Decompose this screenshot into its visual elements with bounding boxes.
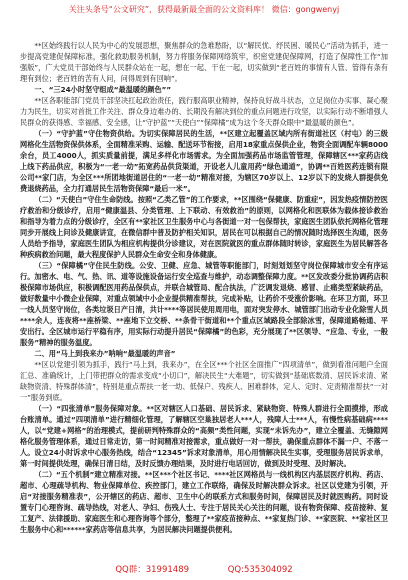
- subsection-paragraph: （二）“五个机制”建立精准对接。**区***个社区书记、****社区网格员与一线机构区内基层医疗机构、药店、超市、心理疏导机构、物业保障单位、疾控部门，建立工作联络，确保及时解决群众诉求。社区以党建为引领，开启“对接服务精准表”，公开辖区的药店、超市、卫生中心的联系方式和服务时间，保障居民及时就医购药。同时设置专门心理咨询、疏导热线，对老人、孕妇、伤残人士、专注于居民关心关注的问题，设有物资保障、疫苗接种、复工复产、法律援助、家庭医生和心理咨询等个部分，整理了**家疫苗接种点、**家复热门诊、**家医院、**家社区卫生服务中心和******家药店等信息共享，为居民解决问题提供便利。: [20, 470, 388, 534]
- section-heading: 二、用“马上到我来办”呐响“最温暖的声音”: [34, 349, 176, 358]
- body-paragraph: **区各职能部门党员干部坚决扛起政治责任，践行服高职业精神，保持良好战斗状态，立足岗位办实事、凝心聚力为民生，切实对首批工作关注、群众身边难办的、长期没有解决到位的重点问题进行攻坚，以实际行动不断增强人民群众的获得感、幸福感、安全感，让“守护蓝”“天使白”“保障橘”成为这个冬天群众眼中“最温暖的颜色”。: [20, 96, 388, 127]
- footer-contacts: [0, 564, 408, 576]
- subsection-paragraph: （二）“天使白”守住生命防线。按照“乙类乙管”的工作要求，**区围绕“保健康、防重症”，因发热疫情防控医疗救治和分级诊疗，启用“健康温县、分类管理、上下联动、有效救治”的原则，以网格化和医联体为载体接诊救治和指导为着力点的分级诊疗，全区有**家社区卫生服务中心与各街道一对一包保帮扶，家庭医生团队依托网格化管理同步开展线上问诊及健康讲宣，在微信群中普及防护相关知识，居民在可以根据自己的情况随时选择医生沟通，医务人员给予指导，家庭医生团队为相应机构提供分诊建议，对在医院就医的重点群体随时转诊，家庭医生为居民解答各种疾病救治问题，最大程度保护人民群众生命安全和身体健康。: [20, 195, 388, 259]
- qq-group-text: QQ群：31991489: [115, 565, 190, 575]
- body-paragraph: **区始终践行以人民为中心的发展思想，聚焦群众的急难愁盼，以“解民忧、纾民困、暖民心”活动为抓手，进一步提高党建促保障标准，强化救助服务机制，努力将服务保障网络筑牢，织密党建促保障网，打造了保障性工作“加强版”，广大党员干部始终与人民群众站在一起，想在一起、干在一起，切实做到“老百姓的事情有人管、管得有条有理有到位；老百姓的苦有人问，问得周到有回响”。: [20, 41, 388, 83]
- section-heading: 一、“三24小时坚守组成“最温暖的颜色””: [34, 85, 172, 94]
- top-banner: 关注头条号“公文研究”，获得最新最全面的公文资料库！ 微信：gongwenyj: [68, 5, 340, 14]
- body-paragraph: **区以党建引领为抓手，践行“马上到，我来办”，在全区***个社区全面推广“四项清单”，做到看准问题户全面汇总、准确统计，上门带把群众的需求变成“小切口”，解决民生“大难题”，切实做到“基础底数清、居民诉求清、紧缺物资清、特殊群体清”，特别是重点帮扶一老一幼、低保户、残疾人、困难群体，定人、定时、定责精准帮扶“一对一”服务到底。: [20, 360, 388, 402]
- qq-text: QQ:535304092: [227, 565, 293, 575]
- subsection-paragraph: （一）“守护蓝”守住物资供给。为切实保障居民的生活，**区建立起覆盖区域内所有街道社区（村屯）的三级网格化生活物资保供体系，全面精准采购、运输、配送环节衔接，启用18家重点保供企业，物资全面调配车辆8000余台，员工4000人，抓实质量前提，满足多样化市场需求。为全面加强药品市场监管管理，保障辖区***家药店线上线下药品供应，积极为“一老一幼”拓宽药品供货渠道，开设老人儿童用药“绿色通道”，协调**百姓医药连锁有限公司**家门店，为全区***所团地街道居住的“一老一幼”精准对接，为辖区70岁以上、12岁以下的发烧人群提供免费退烧药品，全力打通居民生活物资保障“最后一米”。: [20, 129, 388, 193]
- subsection-paragraph: （三）“保障橘”守住民生防线。公安、卫健、应急、城管等职能部门，时刻划划坚守岗位保障城市安全有序运行。加密水、电、气、热、讯、道等设施设备运行安全巡查与维护，动态调整保障力度。**区发改委分批协调药店积极保障市场供应，积极调配医用药品保供点，并联合城管局、配合执法，广泛调发退烧、感冒、止痛类型紧缺药品，做好数量中小微企业保障，对重点领域中小企业提供精准帮扶，完成补贴，让药价不受涨价影响。在环卫方面，环卫一线人员坚守岗位，各类垃圾日产日清，共计****等居民使用周用电，面对突发停水、城管部门出动专业化除雪人员****余人，连夜将**座桥梁、**座地下立交桥、**条骨干街道和**个重点区域路段全部除冰雪，保障道路畅通、平安出行。全区城市运行平稳有序，用实际行动提升居民“保障橘”的色彩，充分展现了**区领导、“应急、专业，一般服务”精神的服务温度。: [20, 261, 388, 347]
- subsection-paragraph: （一）“四张清单”服务保障对象。**区对辖区人口基础、居民诉求、紧缺物资、特殊人群进行全面摸排，形成台账清单。通过“四项清单”进行精细化管理，了解辖区空巢独居老人***人，残障人士***人，有慢性病基础病****人，以“党建+网格”的治理模式，提前研判特殊群众的“高频”类性问题，实现“未诉先办”，建立全覆盖、无缝隙网格化服务管理体系，通过日常走访，第一时间精准对接需求，重点做好一对一帮扶，确保重点群体不漏一户、不落一人。设立24小时诉求中心服务热线，结合“12345”诉求对象清单，用心用情解决民生实事，受理服务居民诉求单，第一时间提供处理，确保日清日结，及时反馈办理结果，及时进行电话回访，做到及时受理、及时解决。: [20, 404, 388, 468]
- document-body: [20, 40, 388, 535]
